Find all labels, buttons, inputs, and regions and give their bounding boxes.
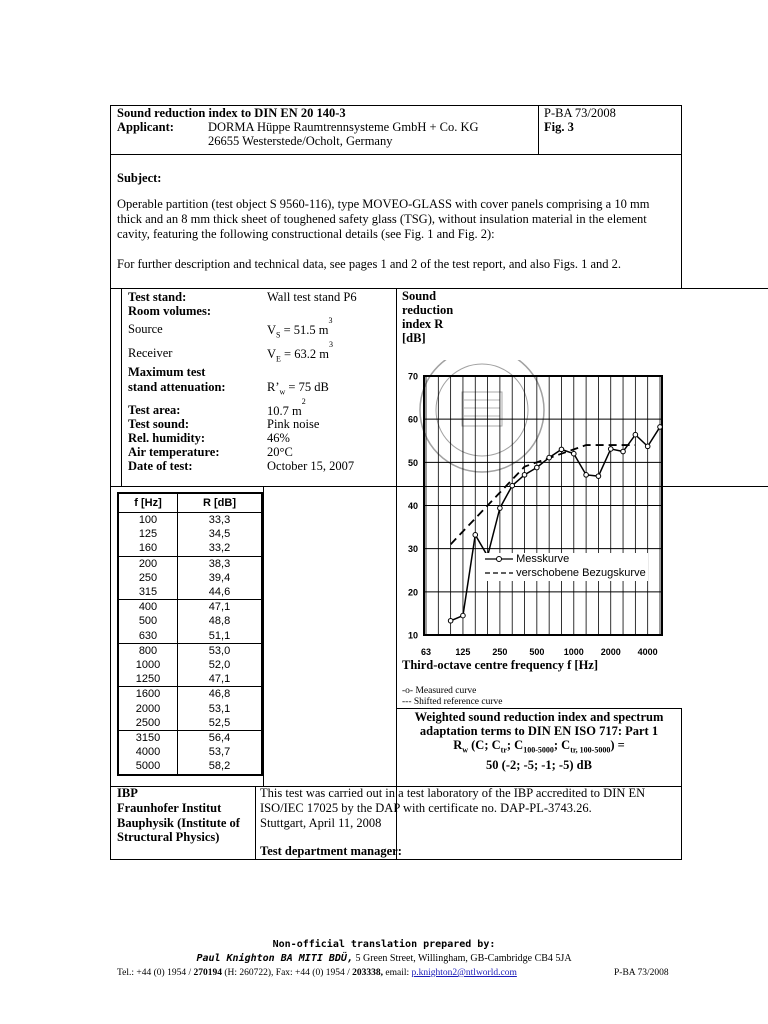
max-attenuation-label-2: stand attenuation: [128, 380, 226, 394]
table-row [118, 571, 262, 585]
frequency-cell: 100 [118, 513, 178, 528]
measured-point [559, 447, 564, 452]
measured-point [448, 618, 453, 623]
frequency-cell: 315 [118, 585, 178, 600]
x-tick-label: 125 [455, 647, 471, 657]
frequency-cell: 250 [118, 571, 178, 585]
chart-ylabel-1: Sound [402, 289, 437, 303]
accreditation-line-2: ISO/IEC 17025 by the DAP with certificate no. DAP-PL-3743.26. [260, 801, 592, 815]
measured-point [621, 449, 626, 454]
x-tick-label: 2000 [600, 647, 621, 657]
r-value-cell: 38,3 [208, 557, 231, 570]
air-temp-value: 20°C [267, 445, 293, 459]
r-value-cell: 44,6 [178, 585, 263, 600]
measured-point [645, 444, 650, 449]
max-symbol: R’ [267, 380, 280, 394]
email-link[interactable]: p.knighton2@ntlworld.com [411, 968, 517, 978]
y-tick-label: 70 [407, 371, 418, 382]
legend-measured-label: Messkurve [516, 553, 570, 565]
frequency-cell: 2500 [118, 716, 178, 731]
result-seg-c: ; C [553, 738, 571, 752]
institute-line-3: Structural Physics) [117, 830, 220, 844]
frame-left [110, 105, 111, 860]
date-value: October 15, 2007 [267, 459, 355, 473]
result-seg-d: ) = [610, 738, 625, 752]
test-sound-value: Pink noise [267, 417, 320, 431]
y-tick-label: 50 [407, 457, 418, 468]
r-value-cell: 39,4 [208, 571, 231, 584]
applicant-address: 26655 Westerstede/Ocholt, Germany [208, 134, 393, 148]
y-tick-label: 60 [407, 414, 418, 425]
result-block [396, 710, 682, 772]
frequency-cell: 500 [118, 614, 178, 628]
r-value-cell: 34,5 [208, 528, 231, 541]
date-label: Date of test: [128, 459, 193, 473]
y-tick-label: 20 [407, 587, 418, 598]
institute-line-2: Bauphysik (Institute of [117, 816, 240, 830]
r-value-cell: 52,5 [178, 716, 263, 731]
source-sup: 3 [328, 316, 333, 325]
email-label: email: [383, 968, 412, 978]
accreditation-line-3: Stuttgart, April 11, 2008 [260, 816, 382, 830]
frequency-cell: 5000 [118, 759, 178, 774]
subject-line-3: cavity, featuring the following constructional details (see Fig. 1 and Fig. 2): [117, 227, 495, 241]
max-sub: w [279, 387, 286, 397]
r-value-cell: 53,7 [208, 746, 231, 759]
max-attenuation-value [267, 380, 329, 397]
frequency-cell: 2000 [118, 702, 178, 716]
r-value-cell: 52,0 [208, 659, 231, 672]
tel-prefix: Tel.: +44 (0) 1954 / [117, 968, 194, 978]
ibp-label: IBP [117, 786, 138, 800]
subject-line-4: For further description and technical data, see pages 1 and 2 of the test report, and also Figs. 1 and 2. [117, 257, 622, 271]
result-line-1: Weighted sound reduction index and spectrum [414, 710, 664, 724]
frequency-table [117, 492, 263, 776]
r-value-cell: 53,0 [208, 644, 231, 657]
table-row [118, 527, 262, 541]
frequency-cell: 1600 [118, 687, 178, 702]
test-stand-label: Test stand: [128, 290, 187, 304]
measured-point [596, 474, 601, 479]
legend-shifted-label: verschobene Bezugskurve [516, 567, 646, 579]
table-row [118, 614, 262, 628]
chart-ylabel-3: index R [402, 317, 444, 331]
r-value-cell: 58,2 [208, 760, 231, 773]
result-line-3 [396, 738, 682, 758]
chart-ylabel-2: reduction [402, 303, 454, 317]
frequency-cell: 630 [118, 629, 178, 644]
translator-line [0, 953, 768, 964]
humidity-label: Rel. humidity: [128, 431, 206, 445]
sound-reduction-chart [396, 360, 686, 660]
measured-point [510, 483, 515, 488]
frequency-cell: 800 [118, 643, 178, 658]
contact-line [117, 968, 517, 978]
fax-number: 203338, [352, 968, 384, 978]
ctr-sub: tr [500, 745, 507, 755]
test-left [121, 288, 122, 486]
measured-point [498, 506, 503, 511]
table-row [118, 687, 262, 702]
table-row [118, 629, 262, 644]
receiver-label: Receiver [128, 346, 173, 360]
figure-number: Fig. 3 [544, 120, 574, 134]
source-value [267, 316, 333, 340]
room-volumes-label: Room volumes: [128, 304, 211, 318]
col-r-header: R [dB] [178, 493, 263, 513]
subject-line-2: thick and an 8 mm thick sheet of toughened safety glass (TSG), without insulation material in the element [117, 212, 647, 226]
footer-ref: P-BA 73/2008 [614, 968, 669, 978]
chart-ylabel-4: [dB] [402, 331, 426, 345]
max-attenuation-label-1: Maximum test [128, 365, 206, 379]
r-value-cell: 33,3 [208, 514, 231, 526]
humidity-value: 46% [267, 431, 290, 445]
measured-point [658, 425, 663, 430]
x-tick-label: 63 [420, 647, 432, 657]
frequency-cell: 160 [118, 541, 178, 556]
legend-measured-symbol [485, 554, 513, 564]
result-top [396, 708, 682, 709]
receiver-symbol: V [267, 347, 277, 362]
rw-symbol: R [453, 738, 463, 752]
y-tick-label: 40 [407, 501, 418, 511]
air-temp-label: Air temperature: [128, 445, 220, 459]
test-stand-value: Wall test stand P6 [267, 290, 357, 304]
legend-measured [485, 553, 646, 567]
series-shifted-reference [451, 445, 636, 544]
legend-shifted-symbol [485, 568, 513, 578]
receiver-sub: E [276, 354, 281, 364]
col-f-header: f [Hz] [118, 493, 178, 513]
subject-bottom [110, 288, 768, 289]
x-tick-label: 250 [492, 647, 508, 657]
area-sup: 2 [301, 397, 306, 406]
r-value-cell: 51,1 [178, 629, 263, 644]
r-value-cell: 48,8 [208, 615, 231, 628]
ctr100-sub: tr, 100-5000 [570, 745, 611, 755]
table-row [118, 600, 262, 615]
frequency-cell: 400 [118, 600, 178, 615]
fax-prefix: (H: 260722), Fax: +44 (0) 1954 / [221, 968, 353, 978]
report-title: Sound reduction index to DIN EN 20 140-3 [117, 106, 346, 120]
measured-point [571, 451, 576, 456]
measured-point [473, 533, 478, 538]
table-row [118, 731, 262, 746]
legend [483, 553, 648, 581]
c100-sub: 100-5000 [523, 745, 554, 755]
table-row [118, 702, 262, 716]
tel-number: 270194 [193, 968, 222, 978]
note-measured: -o- Measured curve [402, 686, 477, 696]
legend-shifted [485, 567, 646, 581]
r-value-cell: 56,4 [208, 732, 231, 745]
result-seg-b: ; C [506, 738, 524, 752]
receiver-eq: = 63.2 m [284, 347, 329, 362]
receiver-value [267, 340, 333, 364]
table-row [118, 759, 262, 774]
measured-point [461, 613, 466, 618]
measured-point [633, 432, 638, 437]
y-tick-label: 10 [407, 630, 418, 641]
measured-point [547, 455, 552, 460]
max-eq: = 75 dB [288, 380, 329, 394]
r-value-cell: 33,2 [178, 541, 263, 556]
result-seg-a: (C; C [468, 738, 501, 752]
box-divider [255, 786, 256, 860]
report-ref: P-BA 73/2008 [544, 106, 616, 120]
source-symbol: V [267, 323, 277, 338]
table-row [118, 745, 262, 759]
source-eq: = 51.5 m [283, 323, 329, 338]
table-row [118, 716, 262, 731]
r-value-cell: 53,1 [208, 702, 231, 715]
applicant-label: Applicant: [117, 120, 174, 134]
table-row [118, 541, 262, 556]
x-tick-label: 1000 [563, 647, 584, 657]
table-row [118, 513, 262, 528]
r-value-cell: 46,8 [208, 688, 231, 701]
accreditation-line-1: This test was carried out in a test laboratory of the IBP accredited to DIN EN [260, 786, 646, 800]
area-text: 10.7 m [267, 404, 302, 419]
box-bottom [110, 859, 682, 860]
rw-sub: w [462, 745, 469, 755]
manager-label: Test department manager: [260, 844, 402, 858]
test-sound-label: Test sound: [128, 417, 190, 431]
r-value-cell: 47,1 [208, 601, 231, 614]
measured-point [608, 447, 613, 452]
table-row [118, 585, 262, 600]
measured-point [535, 465, 540, 470]
header-divider [538, 105, 539, 154]
chart-xlabel: Third-octave centre frequency f [Hz] [402, 658, 599, 672]
translator-address: 5 Green Street, Willingham, GB-Cambridge CB4 5JA [352, 953, 572, 964]
frequency-cell: 125 [118, 527, 178, 541]
table-row [118, 658, 262, 672]
frequency-cell: 200 [118, 556, 178, 571]
header-bottom [110, 154, 682, 155]
table-row [118, 556, 262, 571]
table-row [118, 672, 262, 687]
measured-point [584, 473, 589, 478]
translator-name: Paul Knighton BA MITI BDÜ, [196, 953, 353, 964]
frequency-cell: 1000 [118, 658, 178, 672]
x-tick-label: 500 [529, 647, 545, 657]
frequency-cell: 1250 [118, 672, 178, 687]
frequency-cell: 4000 [118, 745, 178, 759]
measured-point [522, 473, 527, 478]
result-line-4: 50 (-2; -5; -1; -5) dB [486, 757, 592, 772]
source-sub: S [276, 330, 281, 340]
frame-right [681, 105, 682, 288]
y-tick-label: 30 [407, 544, 418, 555]
receiver-sup: 3 [328, 340, 333, 349]
nonofficial-label: Non-official translation prepared by: [272, 939, 496, 950]
institute-line-1: Fraunhofer Institut [117, 801, 222, 815]
test-area-label: Test area: [128, 403, 181, 417]
subject-label: Subject: [117, 171, 162, 185]
subject-line-1: Operable partition (test object S 9560-116), type MOVEO-GLASS with cover panels comprising a 10 mm [117, 197, 650, 211]
note-shifted: --- Shifted reference curve [402, 697, 503, 707]
x-tick-label: 4000 [637, 647, 658, 657]
r-value-cell: 47,1 [178, 672, 263, 687]
applicant-name: DORMA Hüppe Raumtrennsysteme GmbH + Co. KG [208, 120, 479, 134]
result-line-2: adaptation terms to DIN EN ISO 717: Part 1 [419, 724, 659, 738]
table-row [118, 643, 262, 658]
frequency-cell: 3150 [118, 731, 178, 746]
table-right [263, 486, 264, 786]
source-label: Source [128, 322, 163, 336]
